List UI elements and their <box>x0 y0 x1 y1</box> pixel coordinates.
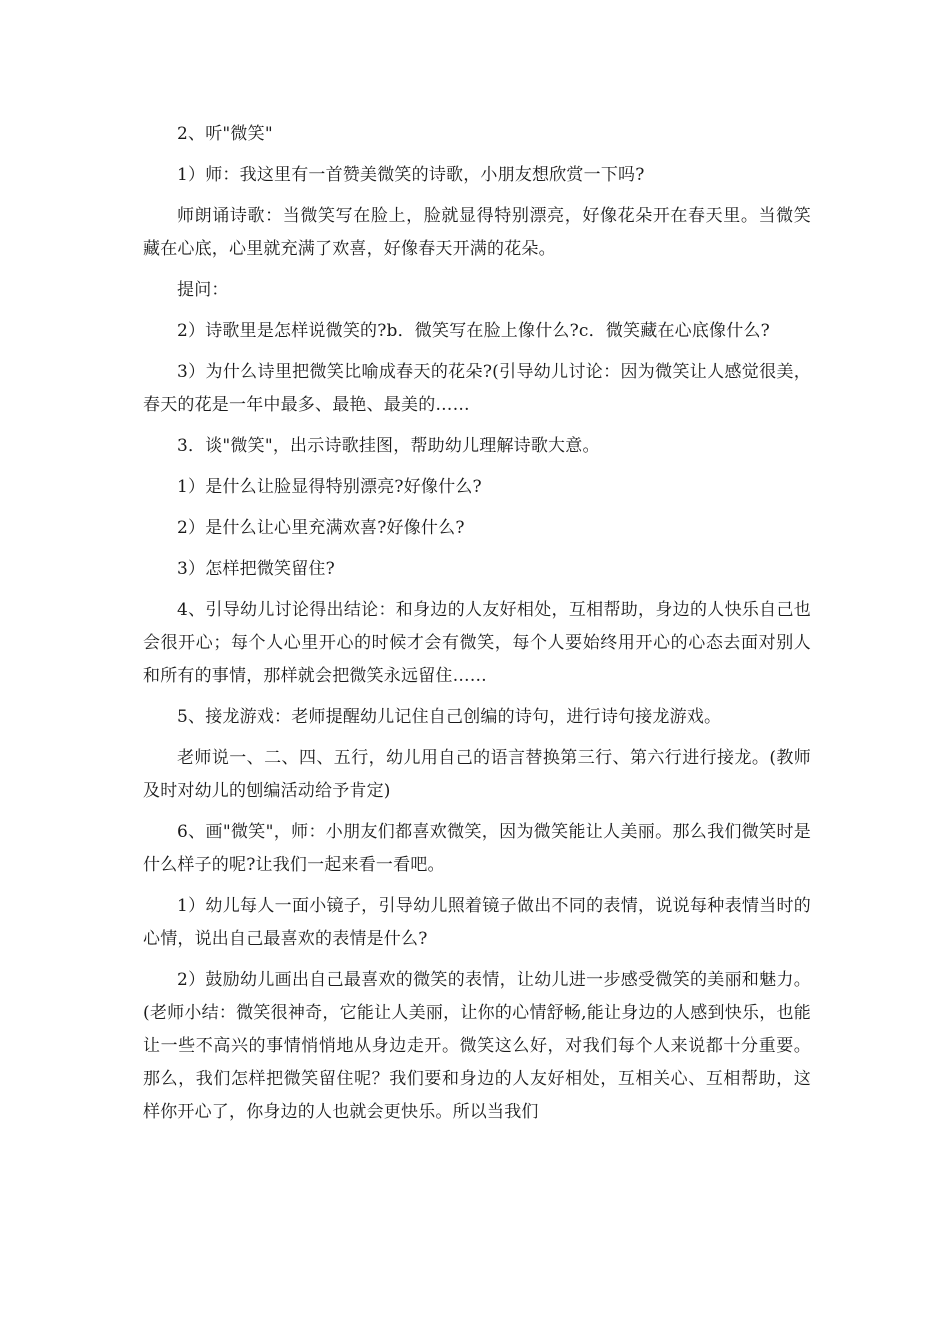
paragraph-15: 1）幼儿每人一面小镜子，引导幼儿照着镜子做出不同的表情，说说每种表情当时的心情，说出自己最喜欢的表情是什么? <box>143 896 811 949</box>
paragraph-5: 2）诗歌里是怎样说微笑的?b．微笑写在脸上像什么?c．微笑藏在心底像什么? <box>177 321 770 341</box>
paragraph-14: 6、画"微笑"，师：小朋友们都喜欢微笑，因为微笑能让人美丽。那么我们微笑时是什么样子的呢?让我们一起来看一看吧。 <box>143 822 811 875</box>
paragraph-2: 1）师：我这里有一首赞美微笑的诗歌，小朋友想欣赏一下吗? <box>177 165 645 185</box>
paragraph-8: 1）是什么让脸显得特别漂亮?好像什么? <box>177 477 482 497</box>
paragraph-11: 4、引导幼儿讨论得出结论：和身边的人友好相处，互相帮助，身边的人快乐自己也会很开心；每个人心里开心的时候才会有微笑，每个人要始终用开心的心态去面对别人和所有的事情，那样就会把微笑永远留住…… <box>143 600 811 686</box>
paragraph-12: 5、接龙游戏：老师提醒幼儿记住自己创编的诗句，进行诗句接龙游戏。 <box>177 707 722 727</box>
paragraph-4: 提问： <box>177 280 229 300</box>
paragraph-3: 师朗诵诗歌：当微笑写在脸上，脸就显得特别漂亮，好像花朵开在春天里。当微笑藏在心底，心里就充满了欢喜，好像春天开满的花朵。 <box>143 206 811 259</box>
paragraph-1: 2、听"微笑" <box>177 124 273 144</box>
paragraph-13: 老师说一、二、四、五行，幼儿用自己的语言替换第三行、第六行进行接龙。(教师及时对幼儿的刨编活动给予肯定) <box>143 748 811 801</box>
paragraph-10: 3）怎样把微笑留住? <box>177 559 335 579</box>
paragraph-7: 3．谈"微笑"，出示诗歌挂图，帮助幼儿理解诗歌大意。 <box>177 436 600 456</box>
paragraph-6: 3）为什么诗里把微笑比喻成春天的花朵?(引导幼儿讨论：因为微笑让人感觉很美，春天的花是一年中最多、最艳、最美的…… <box>143 362 811 415</box>
document-body <box>143 118 811 1137</box>
paragraph-16: 2）鼓励幼儿画出自己最喜欢的微笑的表情，让幼儿进一步感受微笑的美丽和魅力。(老师小结：微笑很神奇，它能让人美丽，让你的心情舒畅,能让身边的人感到快乐，也能让一些不高兴的事情悄悄地从身边走开。微笑这么好，对我们每个人来说都十分重要。那么，我们怎样把微笑留住呢？我们要和身边的人友好相处，互相关心、互相帮助，这样你开心了，你身边的人也就会更快乐。所以当我们 <box>143 970 811 1122</box>
paragraph-9: 2）是什么让心里充满欢喜?好像什么? <box>177 518 465 538</box>
